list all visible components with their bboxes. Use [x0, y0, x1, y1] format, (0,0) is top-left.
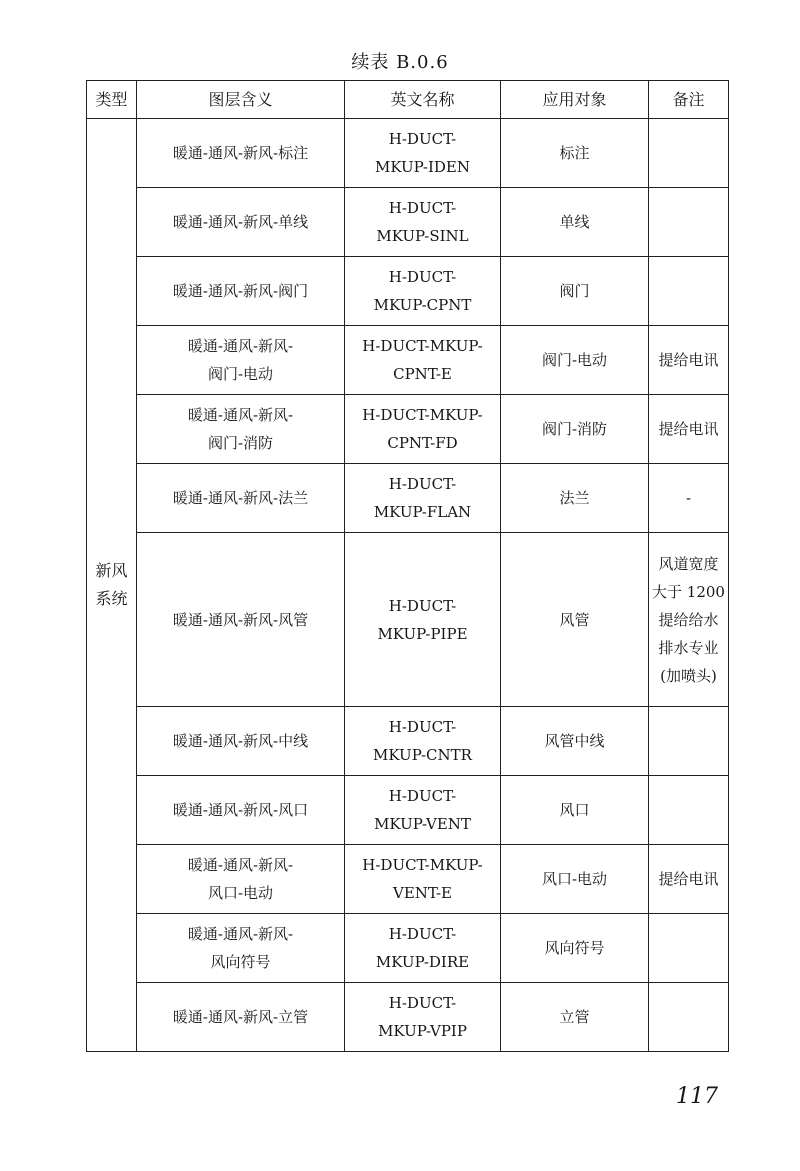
english-name-line: H-DUCT-: [388, 596, 457, 615]
english-name-line: H-DUCT-: [388, 994, 457, 1012]
note-cell: [649, 707, 729, 776]
table-row: [87, 845, 729, 914]
note-cell: [649, 845, 729, 914]
note-line: 提给电讯: [658, 351, 719, 369]
note-cell: [649, 395, 729, 464]
meaning-line: 暖通-通风-新风-风管: [172, 610, 309, 629]
table-row: [87, 533, 729, 707]
english-name-line: MKUP-PIPE: [377, 624, 468, 643]
note-line: 大于 1200: [652, 582, 725, 601]
meaning-cell: [137, 119, 345, 188]
english-name-cell: [345, 119, 501, 188]
meaning-cell: [137, 188, 345, 257]
english-name-line: MKUP-FLAN: [373, 503, 472, 521]
target-cell: 立管: [501, 983, 649, 1052]
type-label-line: 新风: [95, 561, 128, 580]
english-name-line: H-DUCT-MKUP-: [362, 337, 483, 355]
meaning-line: 暖通-通风-新风-标注: [172, 144, 309, 162]
table-row: [87, 326, 729, 395]
header-meaning: 图层含义: [137, 81, 345, 119]
note-line: 风道宽度: [658, 554, 719, 573]
meaning-line: 风向符号: [210, 953, 271, 971]
english-name-cell: [345, 395, 501, 464]
english-name-cell: [345, 533, 501, 707]
header-note: 备注: [649, 81, 729, 119]
target-cell: 单线: [501, 188, 649, 257]
meaning-cell: [137, 914, 345, 983]
english-name-cell: [345, 257, 501, 326]
meaning-cell: [137, 707, 345, 776]
english-name-line: H-DUCT-: [388, 268, 457, 286]
english-name-line: H-DUCT-MKUP-: [362, 406, 483, 424]
table-row: [87, 707, 729, 776]
target-cell: 标注: [501, 119, 649, 188]
note-cell: [649, 983, 729, 1052]
meaning-line: 暖通-通风-新风-: [187, 856, 294, 874]
note-cell: [649, 119, 729, 188]
english-name-line: MKUP-CNTR: [373, 746, 472, 764]
note-cell: [649, 914, 729, 983]
english-name-line: H-DUCT-: [388, 787, 457, 805]
table-row: [87, 776, 729, 845]
english-name-line: CPNT-E: [393, 365, 452, 383]
note-line: -: [685, 489, 692, 507]
english-name-line: MKUP-VPIP: [378, 1022, 467, 1040]
note-cell: [649, 776, 729, 845]
meaning-cell: [137, 983, 345, 1052]
english-name-line: H-DUCT-: [388, 199, 457, 217]
english-name-line: MKUP-SINL: [376, 227, 469, 245]
target-cell: 阀门-消防: [501, 395, 649, 464]
target-cell: 风口: [501, 776, 649, 845]
target-cell: 风管: [501, 533, 649, 707]
english-name-cell: [345, 914, 501, 983]
meaning-line: 暖通-通风-新风-: [187, 925, 294, 943]
meaning-cell: [137, 845, 345, 914]
note-cell: [649, 188, 729, 257]
english-name-cell: [345, 707, 501, 776]
note-line: 提给给水: [658, 610, 719, 629]
header-target: 应用对象: [501, 81, 649, 119]
english-name-line: MKUP-CPNT: [373, 296, 472, 314]
target-cell: 阀门-电动: [501, 326, 649, 395]
table-row: [87, 188, 729, 257]
layer-table: [86, 80, 729, 1052]
type-label-line: 系统: [95, 589, 128, 608]
table-row: [87, 257, 729, 326]
english-name-line: CPNT-FD: [387, 434, 458, 452]
target-cell: 风口-电动: [501, 845, 649, 914]
meaning-line: 暖通-通风-新风-阀门: [172, 282, 309, 300]
meaning-cell: [137, 464, 345, 533]
header-type: 类型: [87, 81, 137, 119]
table-caption: 续表 B.0.6: [351, 52, 449, 73]
english-name-line: MKUP-IDEN: [374, 158, 471, 176]
meaning-cell: [137, 326, 345, 395]
meaning-line: 暖通-通风-新风-单线: [172, 213, 309, 231]
table-row: [87, 914, 729, 983]
english-name-line: H-DUCT-: [388, 718, 457, 736]
english-name-line: H-DUCT-: [388, 925, 457, 943]
english-name-line: H-DUCT-: [388, 130, 457, 148]
target-cell: 法兰: [501, 464, 649, 533]
note-cell: [649, 533, 729, 707]
meaning-line: 阀门-消防: [207, 434, 274, 452]
table-header-row: [87, 81, 729, 119]
meaning-line: 暖通-通风-新风-法兰: [172, 489, 309, 507]
meaning-line: 阀门-电动: [207, 365, 274, 383]
meaning-line: 风口-电动: [207, 884, 274, 902]
target-cell: 风向符号: [501, 914, 649, 983]
english-name-line: H-DUCT-: [388, 475, 457, 493]
meaning-cell: [137, 257, 345, 326]
english-name-cell: [345, 776, 501, 845]
note-line: (加喷头): [660, 666, 717, 685]
table-row: [87, 983, 729, 1052]
note-cell: [649, 464, 729, 533]
meaning-line: 暖通-通风-新风-: [187, 406, 294, 424]
target-cell: 风管中线: [501, 707, 649, 776]
meaning-line: 暖通-通风-新风-风口: [172, 801, 309, 819]
note-line: 提给电讯: [658, 870, 719, 888]
table-row: [87, 119, 729, 188]
table-row: [87, 395, 729, 464]
type-cell: [87, 119, 137, 1052]
meaning-line: 暖通-通风-新风-立管: [172, 1008, 309, 1026]
english-name-cell: [345, 326, 501, 395]
table-body: [87, 119, 729, 1052]
english-name-line: VENT-E: [393, 884, 452, 902]
english-name-cell: [345, 464, 501, 533]
english-name-cell: [345, 983, 501, 1052]
note-cell: [649, 257, 729, 326]
note-line: 提给电讯: [658, 420, 719, 438]
table-row: [87, 464, 729, 533]
meaning-cell: [137, 776, 345, 845]
note-line: 排水专业: [658, 638, 719, 657]
meaning-cell: [137, 395, 345, 464]
english-name-cell: [345, 188, 501, 257]
note-cell: [649, 326, 729, 395]
meaning-cell: [137, 533, 345, 707]
header-english-name: 英文名称: [345, 81, 501, 119]
meaning-line: 暖通-通风-新风-: [187, 337, 294, 355]
english-name-cell: [345, 845, 501, 914]
english-name-line: MKUP-DIRE: [375, 953, 470, 971]
page-number: 117: [676, 1084, 718, 1109]
meaning-line: 暖通-通风-新风-中线: [172, 732, 309, 750]
english-name-line: MKUP-VENT: [374, 815, 471, 833]
target-cell: 阀门: [501, 257, 649, 326]
english-name-line: H-DUCT-MKUP-: [362, 856, 483, 874]
